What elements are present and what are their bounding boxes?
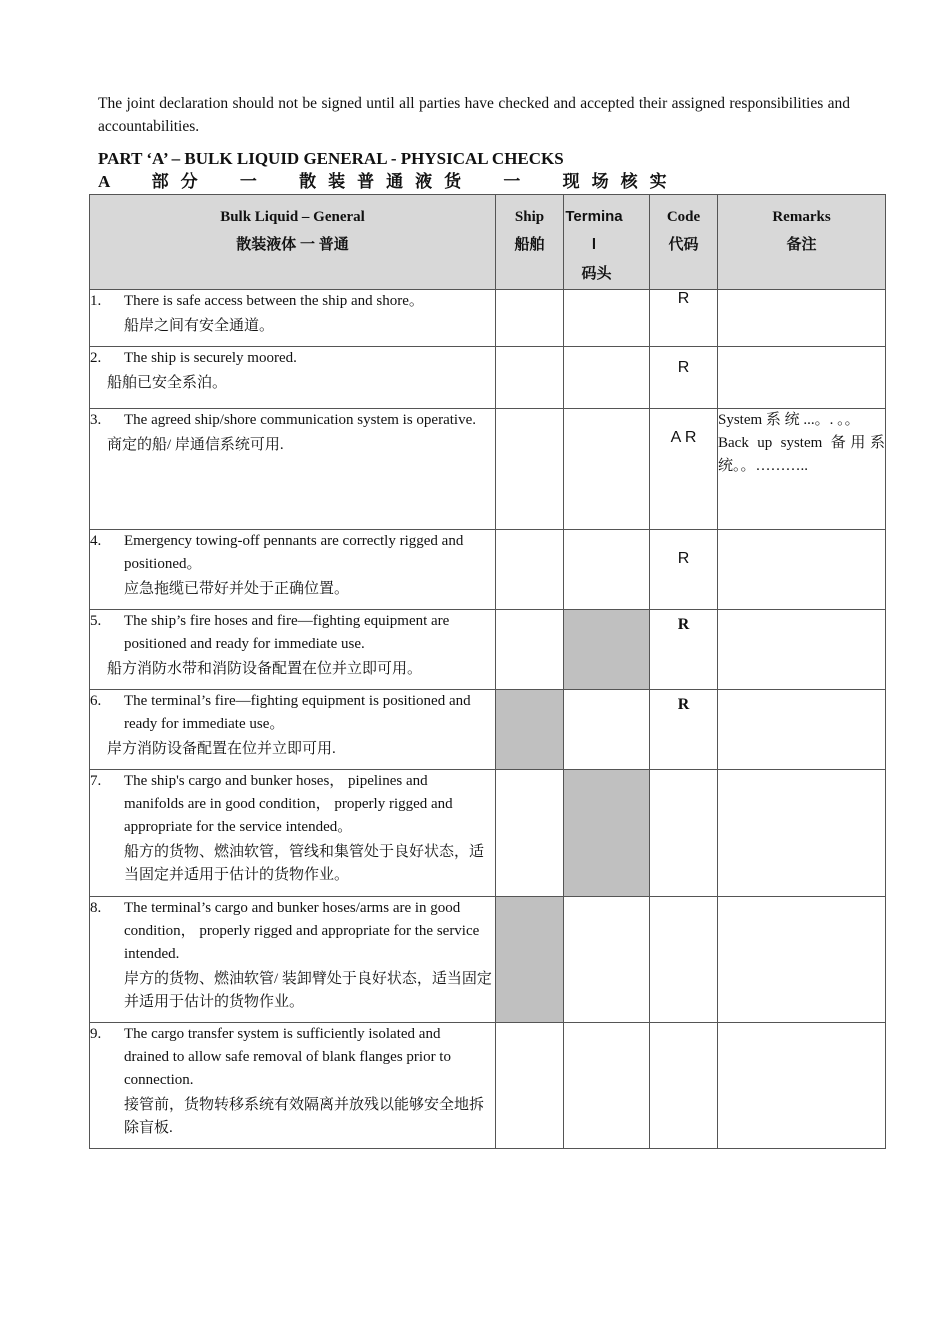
header-code-en: Code bbox=[666, 209, 701, 225]
code-cell: R bbox=[650, 347, 718, 409]
header-terminal bbox=[564, 195, 650, 290]
code-cell bbox=[650, 770, 718, 897]
header-terminal-cn: 码头 bbox=[581, 266, 612, 282]
table-row bbox=[90, 770, 886, 897]
row-item bbox=[90, 347, 496, 409]
row-number: 5. bbox=[90, 613, 102, 629]
remarks-cell[interactable] bbox=[718, 610, 886, 690]
row-text-cn: 岸方消防设备配置在位并立即可用. bbox=[107, 741, 336, 757]
table-row bbox=[90, 530, 886, 610]
row-text-en: The agreed ship/shore communication system is operative. bbox=[124, 412, 476, 428]
terminal-check-cell[interactable] bbox=[564, 1023, 650, 1149]
table-header-row bbox=[90, 195, 886, 290]
row-number: 3. bbox=[90, 412, 102, 428]
terminal-check-cell[interactable] bbox=[564, 347, 650, 409]
row-text-en: The ship's cargo and bunker hoses， pipelines and manifolds are in good condition， properly rigged and appropriate for the service intended。 bbox=[124, 773, 453, 835]
terminal-check-cell[interactable] bbox=[564, 530, 650, 610]
ship-check-cell[interactable] bbox=[496, 1023, 564, 1149]
terminal-check-cell[interactable] bbox=[564, 409, 650, 530]
row-text-cn: 船岸之间有安全通道。 bbox=[124, 318, 275, 334]
header-ship-en: Ship bbox=[514, 209, 545, 225]
header-code-cn: 代码 bbox=[668, 237, 699, 253]
row-text-cn: 船舶已安全系泊。 bbox=[107, 375, 228, 391]
table-row bbox=[90, 690, 886, 770]
remarks-backup-system: Back up system 备用系统。。……….. bbox=[718, 435, 885, 474]
row-item bbox=[90, 610, 496, 690]
row-number: 2. bbox=[90, 350, 102, 366]
terminal-check-cell[interactable] bbox=[564, 690, 650, 770]
row-number: 9. bbox=[90, 1026, 102, 1042]
remarks-cell[interactable] bbox=[718, 530, 886, 610]
code-cell: R bbox=[650, 530, 718, 610]
header-code bbox=[650, 195, 718, 290]
table-row bbox=[90, 290, 886, 347]
row-number: 1. bbox=[90, 293, 102, 309]
header-terminal-en: Termina l bbox=[565, 208, 623, 253]
terminal-check-cell[interactable] bbox=[564, 897, 650, 1023]
code-cell bbox=[650, 897, 718, 1023]
ship-check-cell-disabled bbox=[496, 897, 564, 1023]
row-text-cn: 应急拖缆已带好并处于正确位置。 bbox=[124, 581, 350, 597]
terminal-check-cell-disabled bbox=[564, 610, 650, 690]
ship-check-cell-disabled bbox=[496, 690, 564, 770]
row-text-en: Emergency towing-off pennants are correctly rigged and positioned。 bbox=[124, 533, 464, 572]
table-row bbox=[90, 409, 886, 530]
terminal-check-cell-disabled bbox=[564, 770, 650, 897]
row-text-en: There is safe access between the ship and shore。 bbox=[124, 293, 424, 309]
ship-check-cell[interactable] bbox=[496, 409, 564, 530]
ship-check-cell[interactable] bbox=[496, 290, 564, 347]
row-item bbox=[90, 897, 496, 1023]
code-cell: A R bbox=[650, 409, 718, 530]
ship-check-cell[interactable] bbox=[496, 347, 564, 409]
remarks-system: System 系 统 ...。. 。。 bbox=[718, 412, 860, 428]
row-text-cn: 接管前，货物转移系统有效隔离并放残以能够安全地拆除盲板. bbox=[124, 1097, 485, 1136]
code-cell: R bbox=[650, 290, 718, 347]
table-row bbox=[90, 1023, 886, 1149]
row-text-en: The cargo transfer system is sufficiently isolated and drained to allow safe removal of blank flanges prior to connection. bbox=[124, 1026, 451, 1088]
header-remarks bbox=[718, 195, 886, 290]
row-number: 4. bbox=[90, 533, 102, 549]
row-text-en: The ship’s fire hoses and fire—fighting equipment are positioned and ready for immediate use. bbox=[124, 613, 450, 652]
remarks-cell[interactable] bbox=[718, 409, 886, 530]
row-item bbox=[90, 409, 496, 530]
remarks-cell[interactable] bbox=[718, 290, 886, 347]
row-text-cn: 船方的货物、燃油软管，管线和集管处于良好状态，适当固定并适用于估计的货物作业。 bbox=[124, 844, 485, 883]
ship-check-cell[interactable] bbox=[496, 770, 564, 897]
header-general bbox=[90, 195, 496, 290]
row-item bbox=[90, 690, 496, 770]
row-text-cn: 商定的船/ 岸通信系统可用. bbox=[107, 437, 284, 453]
terminal-check-cell[interactable] bbox=[564, 290, 650, 347]
intro-paragraph: The joint declaration should not be signed until all parties have checked and accepted their assigned responsibilities and accountabilities. bbox=[98, 95, 850, 135]
row-item bbox=[90, 770, 496, 897]
table-row bbox=[90, 897, 886, 1023]
part-title: PART ‘A’ – BULK LIQUID GENERAL - PHYSICAL CHECKS bbox=[98, 149, 564, 168]
table-row bbox=[90, 347, 886, 409]
row-number: 8. bbox=[90, 900, 102, 916]
code-cell: R bbox=[650, 610, 718, 690]
remarks-cell[interactable] bbox=[718, 897, 886, 1023]
table-row bbox=[90, 610, 886, 690]
remarks-cell[interactable] bbox=[718, 690, 886, 770]
row-item bbox=[90, 530, 496, 610]
row-number: 7. bbox=[90, 773, 102, 789]
header-ship-cn: 船舶 bbox=[514, 237, 545, 253]
physical-checks-table bbox=[89, 194, 886, 1149]
row-item bbox=[90, 1023, 496, 1149]
row-text-en: The terminal’s cargo and bunker hoses/arms are in good condition， properly rigged and appropriate for the service intended. bbox=[124, 900, 480, 962]
remarks-cell[interactable] bbox=[718, 1023, 886, 1149]
part-title-chinese: A 部分 一 散装普通液货 一 现场核实 bbox=[98, 172, 679, 191]
code-cell bbox=[650, 1023, 718, 1149]
remarks-cell[interactable] bbox=[718, 347, 886, 409]
header-remarks-cn: 备注 bbox=[786, 237, 817, 253]
row-text-cn: 船方消防水带和消防设备配置在位并立即可用。 bbox=[107, 661, 423, 677]
header-remarks-en: Remarks bbox=[772, 209, 831, 225]
header-general-en: Bulk Liquid – General bbox=[220, 209, 365, 225]
ship-check-cell[interactable] bbox=[496, 530, 564, 610]
header-general-cn: 散装液体 一 普通 bbox=[236, 237, 349, 253]
row-text-en: The ship is securely moored. bbox=[124, 350, 297, 366]
row-number: 6. bbox=[90, 693, 102, 709]
code-cell: R bbox=[650, 690, 718, 770]
row-item bbox=[90, 290, 496, 347]
row-text-en: The terminal’s fire—fighting equipment is positioned and ready for immediate use。 bbox=[124, 693, 471, 732]
row-text-cn: 岸方的货物、燃油软管/ 装卸臂处于良好状态，适当固定并适用于估计的货物作业。 bbox=[124, 971, 492, 1010]
ship-check-cell[interactable] bbox=[496, 610, 564, 690]
header-ship bbox=[496, 195, 564, 290]
remarks-cell[interactable] bbox=[718, 770, 886, 897]
